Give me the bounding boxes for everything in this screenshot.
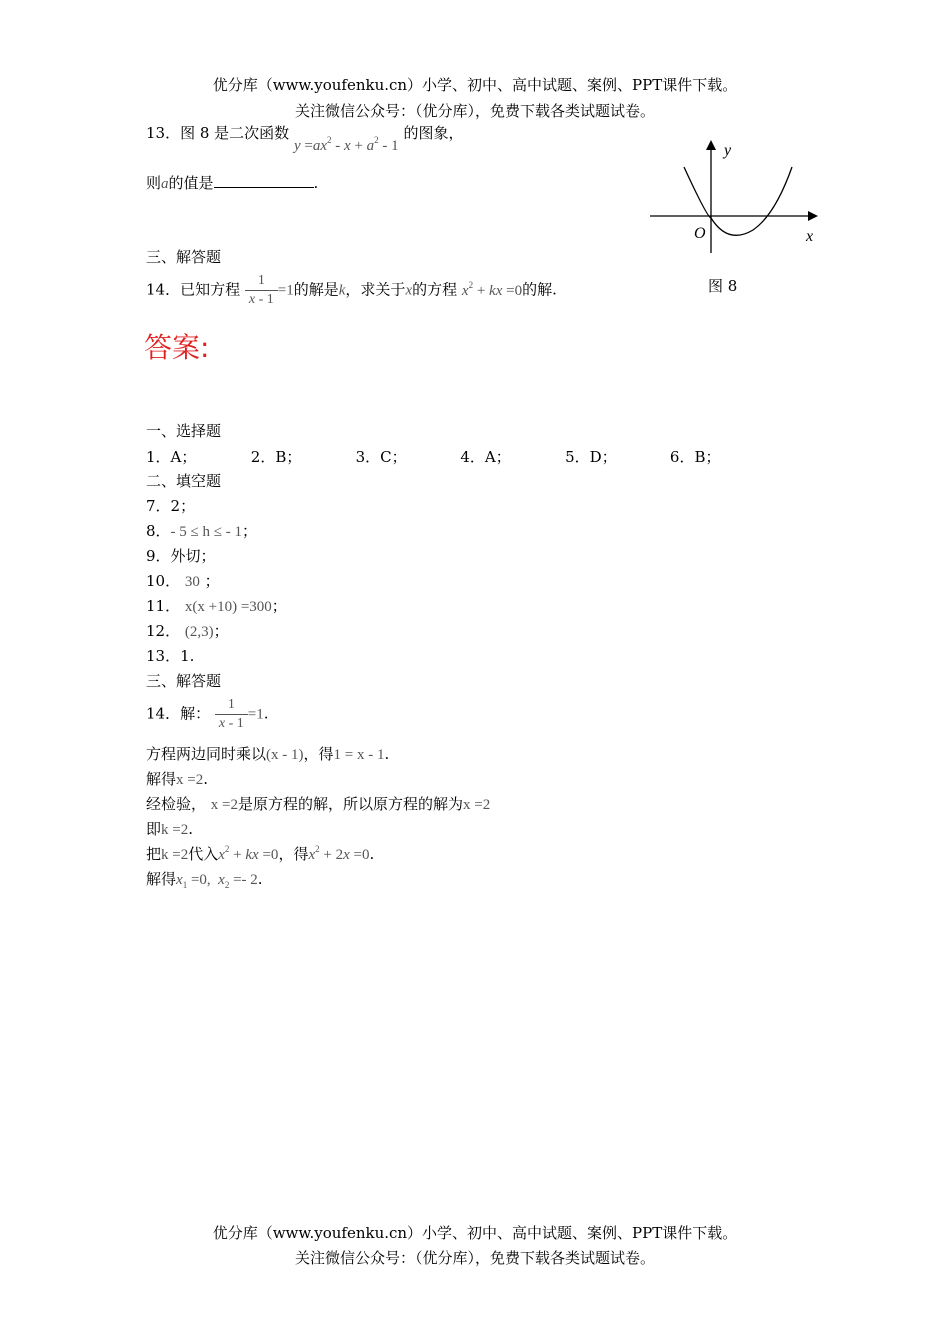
solution-fraction: $\frac{1}{x - 1}$ xyxy=(215,696,248,733)
question-13-line1: 13．图 8 是二次函数 $y =ax^2 - x + a^2 - 1$ 的图象， xyxy=(146,124,464,154)
solution-step-5: 把k =2代入$x^2$ + kx =0，得$x^2 + 2x =0$. xyxy=(146,844,375,863)
equation-x2-2x: $x^2 + 2x =0$ xyxy=(308,844,370,863)
answer-10: 10． 30 ； xyxy=(146,572,220,590)
answer-7: 7．2； xyxy=(146,497,196,515)
x-axis-label: x xyxy=(806,228,814,245)
choice-answer: 6．B； xyxy=(669,448,721,466)
solution-step-6: 解得$x_1 =0$, $x_2 =- 2$. xyxy=(146,870,263,890)
q14-quadratic-equation: $x^2$ + kx =0 xyxy=(461,279,523,299)
figure-8-caption: 图 8 xyxy=(708,277,738,295)
solution-step-3: 经检验， x =2是原方程的解，所以原方程的解为x =2 xyxy=(146,795,491,813)
solution-step-1: 方程两边同时乘以(x - 1)，得1 = x - 1. xyxy=(146,745,390,763)
solution-step-4: 即k =2. xyxy=(146,820,194,838)
answer-11: 11． x(x +10) =300； xyxy=(146,597,287,615)
answer-blank xyxy=(214,173,314,188)
question-14: 14．已知方程 $\frac{1}{x - 1}$ =1的解是k，求关于x的方程 $x^2$ + kx =0的解. xyxy=(146,273,557,307)
page-header-line1: 优分库（www.youfenku.cn）小学、初中、高中试题、案例、PPT课件下载。 xyxy=(212,76,738,94)
choice-answer: 1．A； xyxy=(146,448,197,466)
equation-x2-kx: $x^2$ + kx =0 xyxy=(218,844,279,863)
answers-title: 答案: xyxy=(144,331,210,364)
choice-answers-row xyxy=(146,446,721,467)
origin-label: O xyxy=(694,225,706,242)
answer-13: 13．1. xyxy=(146,647,195,665)
answer-12: 12． (2,3)； xyxy=(146,622,229,640)
x-axis-arrow-icon xyxy=(808,211,818,221)
figure-8-parabola-graph xyxy=(640,135,830,255)
answer-8: 8．- 5 ≤ h ≤ - 1； xyxy=(146,522,258,540)
q13-function-formula: $y =ax^2 - x + a^2 - 1$ xyxy=(293,135,399,154)
choice-answer: 4．A； xyxy=(460,448,511,466)
choice-answer: 2．B； xyxy=(250,448,302,466)
answers-section-3-title: 三、解答题 xyxy=(146,672,222,690)
page-header-line2: 关注微信公众号：（优分库），免费下载各类试题试卷。 xyxy=(294,102,655,120)
page-footer-line2: 关注微信公众号：（优分库），免费下载各类试题试卷。 xyxy=(294,1249,655,1267)
question-13-line2: 则a的值是 . xyxy=(146,174,319,192)
solution-14-line1: 14．解： $\frac{1}{x - 1}$ =1. xyxy=(146,697,269,731)
page-footer-line1: 优分库（www.youfenku.cn）小学、初中、高中试题、案例、PPT课件下载。 xyxy=(212,1224,738,1242)
q14-fraction: $\frac{1}{x - 1}$ xyxy=(245,272,278,309)
section-3-title: 三、解答题 xyxy=(146,248,222,266)
choice-answer: 3．C； xyxy=(355,448,407,466)
answers-section-1-title: 一、选择题 xyxy=(146,422,222,440)
choice-answer: 5．D； xyxy=(565,448,617,466)
y-axis-arrow-icon xyxy=(706,140,716,150)
roots-expression: $x_1 =0$, $x_2 =- 2$ xyxy=(176,872,258,890)
answer-9: 9．外切； xyxy=(146,547,216,565)
y-axis-label: y xyxy=(724,142,732,159)
solution-step-2: 解得x =2. xyxy=(146,770,209,788)
answers-section-2-title: 二、填空题 xyxy=(146,472,222,490)
